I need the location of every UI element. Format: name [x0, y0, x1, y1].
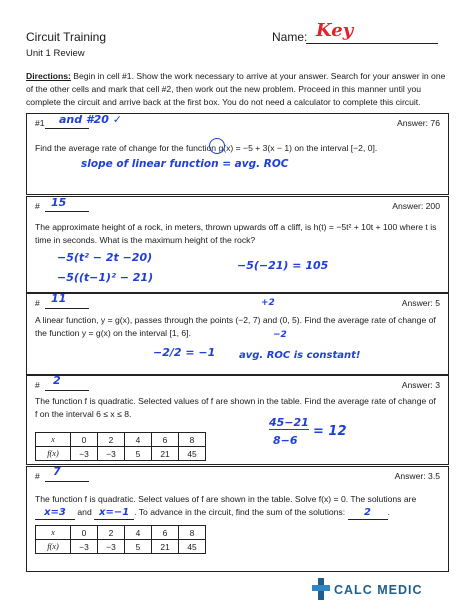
- worksheet-title: Circuit Training: [26, 30, 107, 44]
- question-text: The function f is quadratic. Select values of f are shown in the table. Solve f(x) = 0. The solutions are: [35, 494, 417, 504]
- cell-answer: Answer: 3: [401, 380, 440, 390]
- table-cell: 4: [125, 433, 152, 447]
- name-value-handwritten: Key: [316, 20, 354, 41]
- cell-4: [26, 375, 449, 465]
- cell-handwritten-number: 11: [51, 292, 67, 305]
- table-cell: 8: [179, 526, 206, 540]
- table-cell: 0: [71, 526, 98, 540]
- solution-2: x=−1: [94, 506, 134, 520]
- table-cell: −3: [71, 447, 98, 461]
- table-cell: 5: [125, 447, 152, 461]
- cell-question: Find the average rate of change for the function g(x) = −5 + 3(x − 1) on the interval [−2, 0].: [35, 143, 378, 153]
- handwritten-work: −2: [273, 330, 287, 340]
- table-cell: x: [36, 433, 71, 447]
- handwritten-work: 8−6: [273, 434, 298, 447]
- cell-number-line: [45, 128, 89, 129]
- handwritten-work: avg. ROC is constant!: [239, 350, 361, 361]
- table-cell: −3: [98, 540, 125, 554]
- handwritten-work: −5((t−1)² − 21): [57, 271, 154, 284]
- cell-question: A linear function, y = g(x), passes through the points (−2, 7) and (0, 5). Find the average rate of change of the function y = g(x) on the interval [1, 6].: [35, 315, 436, 338]
- cell-number-label: #: [35, 380, 40, 390]
- name-label: Name:: [272, 30, 308, 44]
- cell-number-line: [45, 308, 89, 309]
- handwritten-work: −2/2 = −1: [153, 346, 216, 359]
- handwritten-work: 45−21: [269, 416, 309, 429]
- cell-answer: Answer: 200: [392, 201, 440, 211]
- cell-number-line: [45, 481, 89, 482]
- table-cell: 0: [71, 433, 98, 447]
- cell-number-label: #: [35, 298, 40, 308]
- table-cell: 5: [125, 540, 152, 554]
- calc-medic-logo-icon: [312, 578, 330, 600]
- cell-number-line: [45, 211, 89, 212]
- solution-sum: 2: [348, 506, 388, 520]
- values-table: [35, 432, 206, 461]
- directions-text: Begin in cell #1. Show the work necessary to arrive at your answer. Search for your answer in one of the other cells and mark that cell #2, then work out the new problem. Proceed in this manner until you complete the circuit and arrive back at the first box. You do not need a calculator to complete this circuit.: [26, 71, 446, 107]
- question-text: . To advance in the circuit, find the sum of the solutions:: [134, 507, 346, 517]
- cell-number-label: #1: [35, 118, 45, 128]
- cell-answer: Answer: 5: [401, 298, 440, 308]
- table-cell: 6: [152, 433, 179, 447]
- cell-number-label: #: [35, 201, 40, 211]
- table-cell: 6: [152, 526, 179, 540]
- handwritten-work: +2: [261, 298, 275, 308]
- cell-answer: Answer: 3.5: [394, 471, 440, 481]
- handwritten-work: −5(t² − 2t −20): [57, 251, 153, 264]
- cell-question: The function f is quadratic. Select values of f are shown in the table. Solve f(x) = 0. The solutions are x=3 and x=−1 . To advance in the circuit, find the sum of the solutions: 2 .: [35, 494, 417, 518]
- table-cell: 21: [152, 540, 179, 554]
- cell-answer: Answer: 76: [397, 118, 440, 128]
- worksheet-subtitle: Unit 1 Review: [26, 48, 85, 59]
- cell-question: The function f is quadratic. Selected values of f are shown in the table. Find the average rate of change of f on the interval 6 ≤ x ≤ 8.: [35, 396, 436, 419]
- handwritten-work: slope of linear function = avg. ROC: [81, 158, 289, 170]
- cell-handwritten-number: and #20 ✓: [59, 113, 122, 126]
- handwritten-work: −5(−21) = 105: [237, 259, 329, 272]
- table-cell: 2: [98, 433, 125, 447]
- table-cell: 21: [152, 447, 179, 461]
- cell-number-line: [45, 390, 89, 391]
- table-cell: −3: [98, 447, 125, 461]
- table-cell: 2: [98, 526, 125, 540]
- values-table: [35, 525, 206, 554]
- cell-handwritten-number: 7: [53, 465, 61, 478]
- question-text: and: [77, 507, 92, 517]
- cell-5: [26, 466, 449, 572]
- name-line: [306, 43, 438, 44]
- circled-slope-mark: [209, 138, 225, 154]
- handwritten-work: = 12: [313, 424, 347, 439]
- cell-handwritten-number: 15: [51, 196, 67, 209]
- table-cell: 8: [179, 433, 206, 447]
- table-cell: f(x): [36, 540, 71, 554]
- cell-handwritten-number: 2: [53, 374, 61, 387]
- calc-medic-logo-text: CALC MEDIC: [334, 583, 423, 597]
- cell-1: [26, 113, 449, 195]
- table-cell: 45: [179, 540, 206, 554]
- directions: [26, 70, 450, 109]
- cell-3: [26, 293, 449, 375]
- solution-1: x=3: [35, 506, 75, 520]
- table-cell: −3: [71, 540, 98, 554]
- cell-question: The approximate height of a rock, in meters, thrown upwards off a cliff, is h(t) = −5t² + 10t + 100 where t is time in seconds. What is the maximum height of the rock?: [35, 222, 437, 245]
- cell-number-label: #: [35, 471, 40, 481]
- table-cell: 45: [179, 447, 206, 461]
- table-cell: f(x): [36, 447, 71, 461]
- table-cell: x: [36, 526, 71, 540]
- cell-2: [26, 196, 449, 293]
- table-cell: 4: [125, 526, 152, 540]
- directions-label: Directions:: [26, 71, 71, 81]
